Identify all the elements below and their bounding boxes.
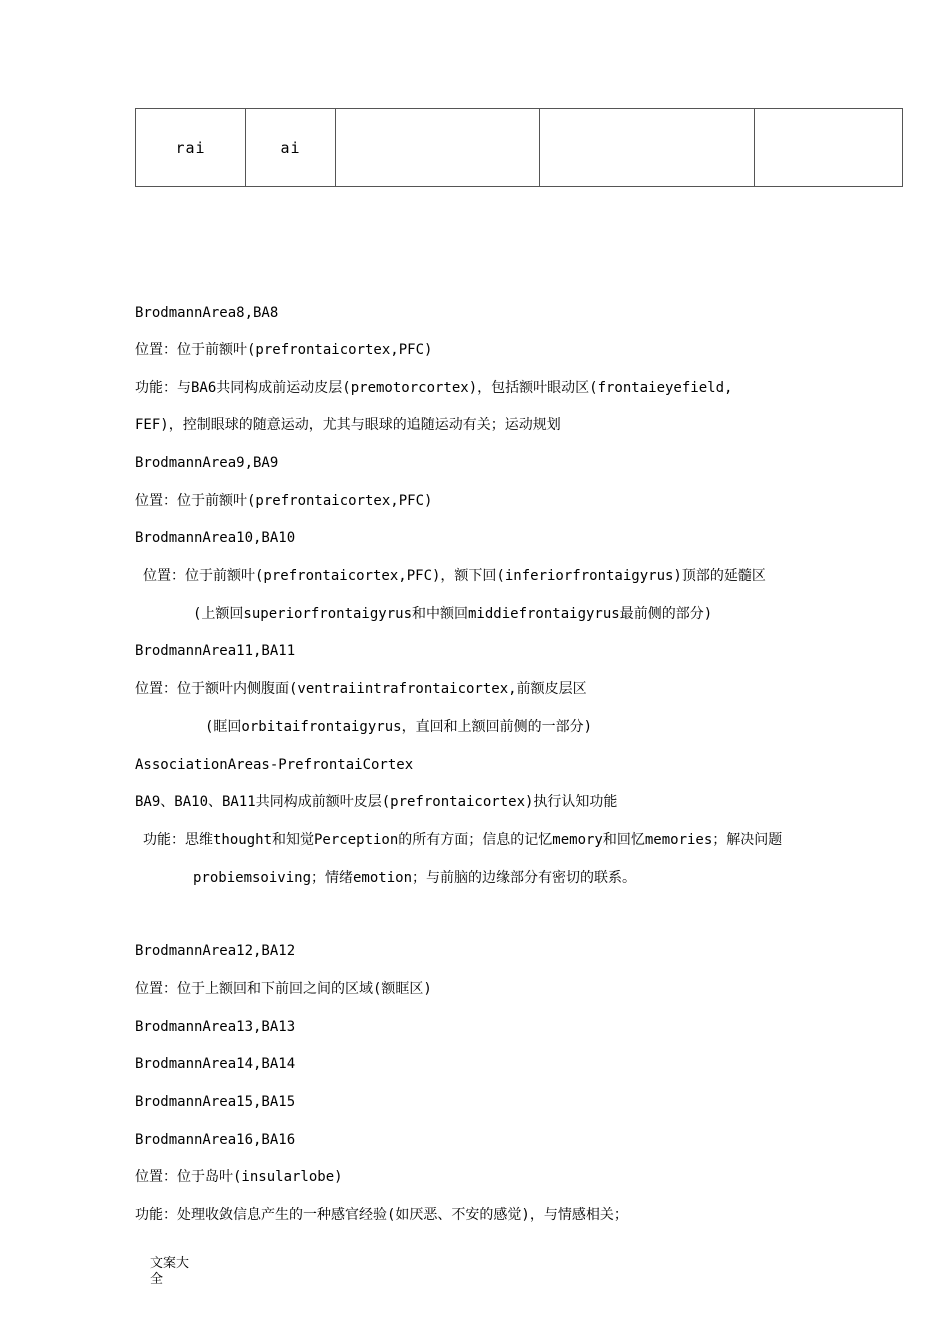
area-heading: BrodmannArea13,BA13 <box>135 1019 296 1035</box>
location-text: 位置：位于前额叶(prefrontaicortex,PFC) <box>135 493 433 509</box>
function-text: 功能：思维thought和知觉Perception的所有方面；信息的记忆memory和回忆memories；解决问题 <box>143 832 783 848</box>
area-heading: BrodmannArea16,BA16 <box>135 1132 296 1148</box>
location-text-continued: (眶回orbitaifrontaigyrus，直回和上额回前侧的一部分) <box>205 719 593 735</box>
location-text: 位置：位于前额叶(prefrontaicortex,PFC) <box>135 342 433 358</box>
area-heading: BrodmannArea11,BA11 <box>135 643 296 659</box>
area-heading: BrodmannArea15,BA15 <box>135 1094 296 1110</box>
function-text-continued: probiemsoiving；情绪emotion；与前脑的边缘部分有密切的联系。 <box>193 870 637 886</box>
table-cell: rai <box>136 109 246 187</box>
function-text: 功能：与BA6共同构成前运动皮层(premotorcortex)，包括额叶眼动区(frontaieyefield, <box>135 380 733 396</box>
function-text: 功能：处理收敛信息产生的一种感官经验(如厌恶、不安的感觉)，与情感相关； <box>135 1207 628 1223</box>
table-cell <box>755 109 903 187</box>
area-heading: BrodmannArea14,BA14 <box>135 1056 296 1072</box>
area-heading: BrodmannArea12,BA12 <box>135 943 296 959</box>
location-text: 位置：位于额叶内侧腹面(ventraiintrafrontaicortex,前额皮层区 <box>135 681 587 697</box>
function-text-continued: FEF)，控制眼球的随意运动，尤其与眼球的追随运动有关；运动规划 <box>135 417 561 433</box>
location-text: 位置：位于岛叶(insularlobe) <box>135 1169 343 1185</box>
footer-text: 文案大全 <box>150 1256 190 1287</box>
location-text: 位置：位于前额叶(prefrontaicortex,PFC)，额下回(inferiorfrontaigyrus)顶部的延髓区 <box>143 568 766 584</box>
table-cell <box>540 109 755 187</box>
table-cell <box>336 109 540 187</box>
summary-text: BA9、BA10、BA11共同构成前额叶皮层(prefrontaicortex)执行认知功能 <box>135 794 618 810</box>
table-row <box>136 109 903 187</box>
header-table <box>135 108 903 187</box>
table-cell: ai <box>246 109 336 187</box>
area-heading: BrodmannArea9,BA9 <box>135 455 279 471</box>
location-text-continued: (上额回superiorfrontaigyrus和中额回middiefrontaigyrus最前侧的部分) <box>193 606 713 622</box>
area-heading: BrodmannArea10,BA10 <box>135 530 296 546</box>
location-text: 位置：位于上额回和下前回之间的区域(额眶区) <box>135 981 432 997</box>
area-heading: BrodmannArea8,BA8 <box>135 305 279 321</box>
section-heading: AssociationAreas-PrefrontaiCortex <box>135 757 414 773</box>
